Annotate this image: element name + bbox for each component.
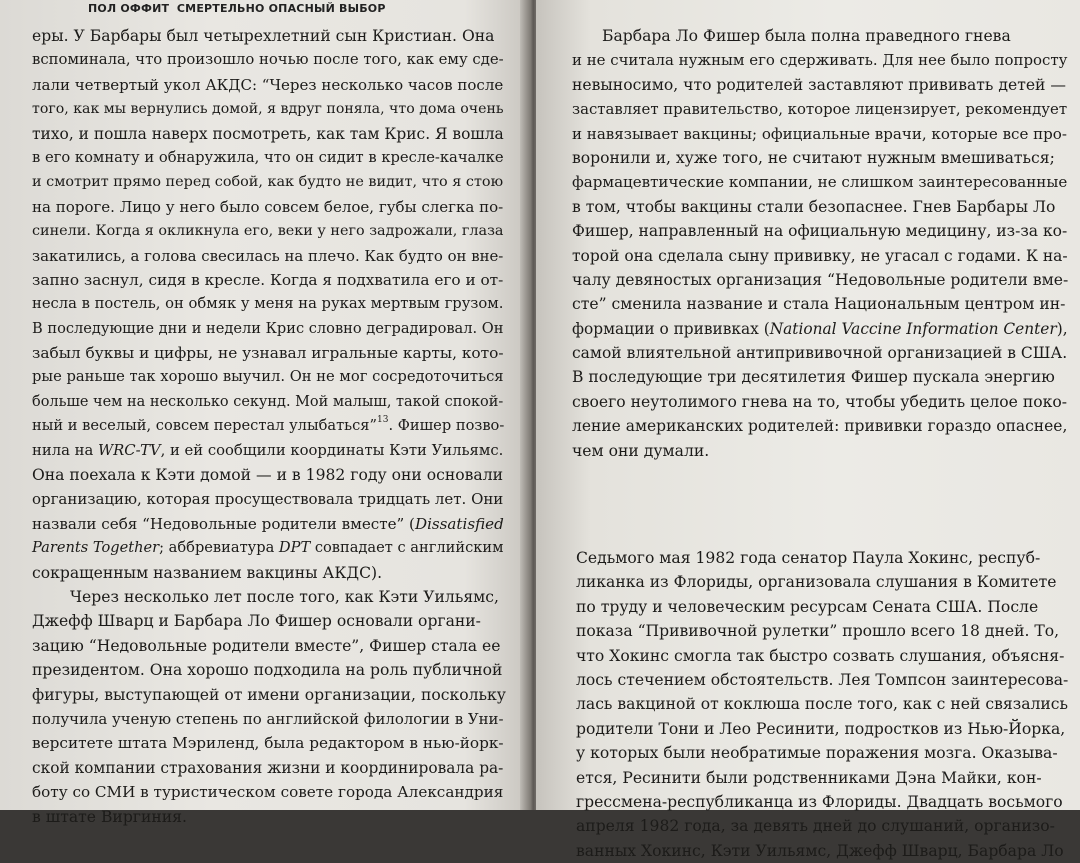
text-line: невыносимо, что родителей заставляют прививать детей — (572, 75, 1066, 94)
text-line: ликанка из Флориды, организовала слушания в Комитете (576, 573, 1057, 592)
text-line: ской компании страхования жизни и координировала ра- (32, 758, 504, 777)
text-line: сокращенным названием вакцины АКДС). (32, 563, 383, 582)
text-line: получила ученую степень по английской филологии в Уни- (32, 709, 504, 728)
text-line: В последующие три десятилетия Фишер пускала энергию (572, 368, 1055, 387)
text-fragment: , и ей сообщили координаты Кэти Уильямс. (160, 441, 504, 459)
text-line: в том, чтобы вакцины стали безопаснее. Гнев Барбары Ло (572, 197, 1056, 216)
text-fragment: ), (1056, 319, 1068, 338)
text-line: синели. Когда я окликнула его, веки у него задрожали, глаза (32, 223, 504, 240)
org-english-name: Parents Together (32, 539, 160, 557)
text-line: у которых были необратимые поражения мозга. Оказыва- (576, 744, 1058, 763)
text-line: апреля 1982 года, за девять дней до слушаний, организо- (576, 817, 1055, 836)
text-line (32, 439, 506, 463)
text-line: в его комнату и обнаружила, что он сидит в кресле-качалке (32, 148, 504, 166)
text-line: Седьмого мая 1982 года сенатор Паула Хокинс, респуб- (576, 549, 1041, 567)
text-line: Через несколько лет после того, как Кэти Уильямс, (70, 587, 499, 606)
text-line: ление американских родителей: прививки гораздо опаснее, (572, 417, 1068, 436)
text-line: того, как мы вернулись домой, я вдруг поняла, что дома очень (32, 101, 504, 118)
text-line: Фишер, направленный на официальную медицину, из-за ко- (572, 222, 1068, 241)
text-line: своего неутолимого гнева на то, чтобы убедить целое поко- (572, 392, 1068, 411)
channel-name: WRC-TV (97, 441, 161, 459)
text-fragment: . Фишер позво- (388, 417, 505, 435)
running-head-book-title: СМЕРТЕЛЬНО ОПАСНЫЙ ВЫБОР (176, 2, 386, 15)
text-line: сте” сменила название и стала Национальным центром ин- (572, 295, 1066, 314)
text-fragment: назвали себя “Недовольные родители вместе” ( (32, 514, 415, 533)
abbreviation: DPT (278, 539, 311, 557)
text-line: фармацевтические компании, не слишком заинтересованные (572, 173, 1068, 192)
text-line: рые раньше так хорошо выучил. Он не мог сосредоточиться (32, 368, 504, 386)
text-fragment: нила на (32, 441, 98, 459)
text-line: боту со СМИ в туристическом совете города Александрия (32, 783, 504, 802)
text-line: лась вакциной от коклюша после того, как с ней связались (576, 695, 1069, 714)
text-line: Она поехала к Кэти домой — и в 1982 году они основали (32, 466, 504, 485)
text-line: зацию “Недовольные родители вместе”, Фишер стала ее (32, 636, 501, 655)
text-line: заставляет правительство, которое лицензирует, рекомендует (572, 100, 1068, 119)
text-line: фигуры, выступающей от имени организации, поскольку (32, 685, 506, 704)
text-line (32, 414, 506, 438)
text-line: Джефф Шварц и Барбара Ло Фишер основали органи- (32, 612, 481, 631)
text-line: самой влиятельной антипрививочной организацией в США. (572, 344, 1068, 363)
text-line: лали четвертый укол АКДС: “Через несколько часов после (32, 75, 504, 94)
text-line: тихо, и пошла наверх посмотреть, как там Крис. Я вошла (32, 124, 504, 143)
text-line: вспоминала, что произошло ночью после того, как ему сде- (32, 51, 504, 69)
text-line: воронили и, хуже того, не считают нужным вмешиваться; (572, 148, 1055, 167)
text-line: и не считала нужным его сдерживать. Для нее было попросту (572, 51, 1068, 70)
left-page (0, 0, 528, 826)
text-fragment: ный и веселый, совсем перестал улыбаться” (32, 417, 377, 435)
text-line: в штате Виргиния. (32, 807, 187, 826)
text-line: чем они думали. (572, 441, 710, 460)
text-line: закатились, а голова свесилась на плечо. Как будто он вне- (32, 246, 504, 265)
text-line: показа “Прививочной рулетки” прошло всего 18 дней. То, (576, 622, 1060, 641)
text-line: по труду и человеческим ресурсам Сената США. После (576, 597, 1039, 616)
org-english-name: National Vaccine Information Center (769, 319, 1057, 338)
running-head (88, 2, 386, 18)
text-fragment: совпадает с английским (310, 539, 504, 557)
left-page-text (32, 24, 506, 829)
text-line: что Хокинс смогла так быстро созвать слушания, объясня- (576, 646, 1065, 665)
text-line: президентом. Она хорошо подходила на роль публичной (32, 661, 503, 680)
text-line: чалу девяностых организация “Недовольные родители вме- (572, 270, 1069, 289)
text-line (32, 536, 506, 560)
text-line: лось стечением обстоятельств. Лея Томпсон заинтересова- (576, 670, 1069, 689)
text-line (572, 317, 1070, 341)
text-line: Барбара Ло Фишер была полна праведного гнева (602, 27, 1011, 45)
right-page-paragraph-1 (572, 24, 1070, 463)
text-line: запно заснул, сидя в кресле. Когда я подхватила его и от- (32, 270, 504, 289)
text-line: забыл буквы и цифры, не узнавал игральные карты, кото- (32, 344, 504, 363)
right-page-paragraph-2 (576, 546, 1072, 863)
text-line: верситете штата Мэриленд, была редактором в нью-йорк- (32, 734, 504, 753)
text-line: на пороге. Лицо у него было совсем белое, губы слегка по- (32, 197, 504, 216)
org-english-name: Dissatisfied (414, 514, 504, 533)
text-line: ется, Ресинити были родственниками Дэна Майки, кон- (576, 768, 1042, 787)
text-line: грессмена-республиканца из Флориды. Двадцать восьмого (576, 792, 1063, 811)
text-line: несла в постель, он обмяк у меня на руках мертвым грузом. (32, 295, 504, 313)
text-line: В последующие дни и недели Крис словно деградировал. Он (32, 319, 504, 337)
text-line: еры. У Барбары был четырехлетний сын Кристиан. Она (32, 27, 495, 45)
text-line: ванных Хокинс, Кэти Уильямс, Джефф Шварц, Барбара Ло (576, 841, 1064, 860)
running-head-author: ПОЛ ОФФИТ (88, 2, 170, 15)
text-line: и навязывает вакцины; официальные врачи, которые все про- (572, 124, 1067, 143)
text-line (32, 512, 506, 536)
text-line: организацию, которая просуществовала тридцать лет. Они (32, 490, 504, 509)
text-line: родители Тони и Лео Ресинити, подростков из Нью-Йорка, (576, 719, 1066, 738)
text-line: больше чем на несколько секунд. Мой малыш, такой спокой- (32, 393, 504, 410)
text-line: и смотрит прямо перед собой, как будто не видит, что я стою (32, 174, 504, 191)
right-page (536, 0, 1080, 860)
footnote-ref: 13 (377, 415, 389, 426)
text-fragment: формации о прививках ( (572, 319, 770, 338)
text-line: торой она сделала сыну прививку, не угасал с годами. К на- (572, 246, 1068, 265)
text-fragment: ; аббревиатура (159, 539, 279, 557)
